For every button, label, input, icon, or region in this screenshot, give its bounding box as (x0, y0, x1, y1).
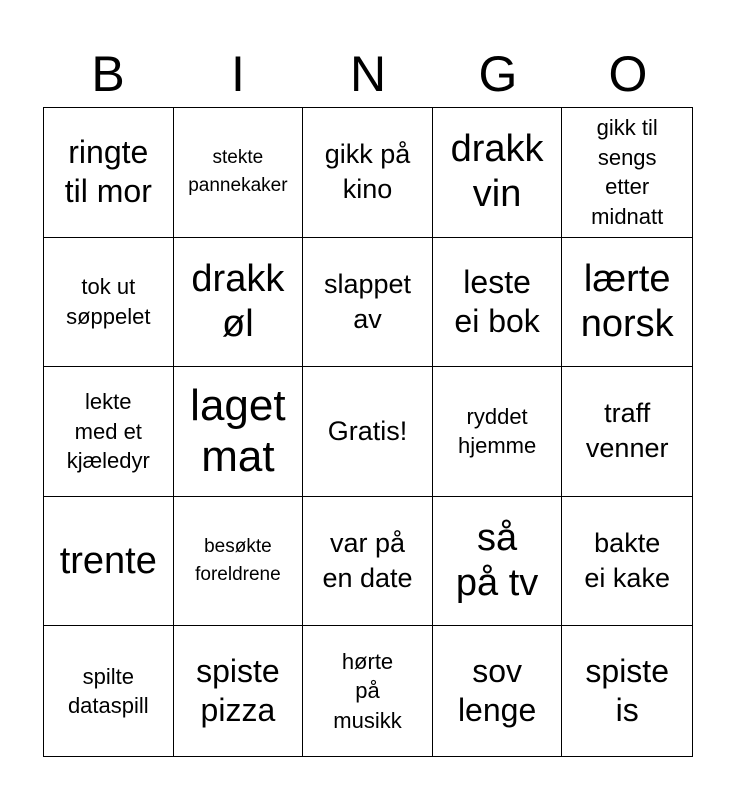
header-letter-b: B (91, 46, 125, 102)
cell-text-line: på (355, 678, 380, 704)
bingo-cell[interactable] (433, 626, 563, 756)
cell-text-line: en date (322, 563, 413, 594)
bingo-cell[interactable] (174, 626, 304, 756)
bingo-cell[interactable] (44, 367, 174, 497)
bingo-cell[interactable] (44, 626, 174, 756)
cell-text-line: lenge (457, 692, 537, 729)
bingo-cell[interactable] (174, 108, 304, 238)
cell-text-line: drakk (191, 258, 285, 301)
cell-text-line: vin (472, 173, 522, 216)
bingo-cell[interactable] (174, 497, 304, 627)
cell-text-line: på tv (455, 562, 539, 605)
bingo-cell[interactable] (303, 626, 433, 756)
cell-text-line: var på (329, 528, 405, 558)
cell-text-line: stekte (212, 146, 264, 168)
bingo-cell[interactable] (44, 497, 174, 627)
cell-text-line: besøkte (204, 535, 272, 557)
cell-text-line: foreldrene (195, 564, 281, 586)
cell-text-line: sov (472, 653, 522, 690)
cell-text-line: med et (74, 418, 142, 444)
cell-text-line: kino (342, 174, 393, 205)
bingo-cell[interactable] (433, 108, 563, 238)
bingo-cell[interactable] (433, 238, 563, 368)
cell-text-line: ei kake (584, 563, 670, 594)
bingo-cell[interactable] (562, 367, 692, 497)
bingo-cell[interactable] (562, 238, 692, 368)
cell-text-line: lekte (85, 388, 132, 414)
bingo-cell[interactable] (303, 108, 433, 238)
cell-text-line: spilte (82, 663, 134, 689)
header-letter-o: O (608, 46, 648, 102)
cell-text-line: midnatt (591, 203, 664, 229)
cell-text-line: traff (604, 398, 651, 429)
cell-text-line: trente (59, 539, 157, 582)
header-letter-i: I (231, 46, 245, 102)
cell-text-line: dataspill (67, 693, 149, 719)
header-letter-g: G (478, 46, 518, 102)
cell-text-line: ringte (68, 134, 149, 171)
bingo-cell[interactable] (562, 626, 692, 756)
cell-text-line: øl (222, 302, 254, 345)
cell-text-line: lærte (583, 258, 671, 301)
bingo-cell[interactable] (433, 497, 563, 627)
cell-text-line: pizza (200, 692, 276, 729)
cell-text-line: til mor (64, 173, 152, 210)
cell-text-line: spiste (585, 653, 669, 690)
bingo-cell[interactable] (303, 497, 433, 627)
cell-text-line: leste (463, 263, 531, 300)
cell-text-line: slappet (323, 268, 412, 299)
cell-text-line: tok ut (81, 274, 136, 300)
cell-text-line: norsk (580, 302, 674, 345)
cell-text-line: laget (190, 380, 286, 430)
cell-text-line: venner (585, 433, 669, 464)
cell-text-line: mat (201, 432, 275, 482)
cell-text-line: musikk (333, 708, 402, 734)
cell-text-line: søppelet (66, 303, 151, 329)
cell-text-line: av (353, 303, 382, 334)
cell-text-line: hørte (341, 648, 394, 674)
cell-text-line: is (615, 692, 639, 729)
free-space-label: Gratis! (327, 415, 408, 446)
cell-text-line: så (477, 517, 518, 560)
header-letter-n: N (349, 46, 387, 102)
cell-text-line: gikk til (596, 114, 658, 140)
cell-text-line: ryddet (466, 403, 528, 429)
cell-text-line: hjemme (457, 433, 537, 459)
bingo-cell[interactable] (44, 108, 174, 238)
cell-text-line: ei bok (454, 302, 540, 339)
cell-text-line: spiste (196, 653, 280, 690)
bingo-cell[interactable] (44, 238, 174, 368)
cell-text-line: gikk på (324, 139, 411, 170)
cell-text-line: sengs (597, 144, 657, 170)
bingo-cell[interactable] (174, 367, 304, 497)
bingo-cell[interactable] (562, 108, 692, 238)
cell-text-line: bakte (594, 528, 661, 558)
cell-text-line: kjæledyr (66, 448, 150, 474)
cell-text-line: pannekaker (188, 175, 288, 197)
cell-text-line: etter (605, 174, 650, 200)
bingo-cell[interactable] (174, 238, 304, 368)
bingo-board (43, 107, 693, 757)
bingo-header (43, 40, 693, 108)
bingo-cell[interactable] (562, 497, 692, 627)
bingo-cell[interactable] (433, 367, 563, 497)
bingo-cell-free[interactable] (303, 367, 433, 497)
bingo-cell[interactable] (303, 238, 433, 368)
cell-text-line: drakk (450, 128, 544, 171)
